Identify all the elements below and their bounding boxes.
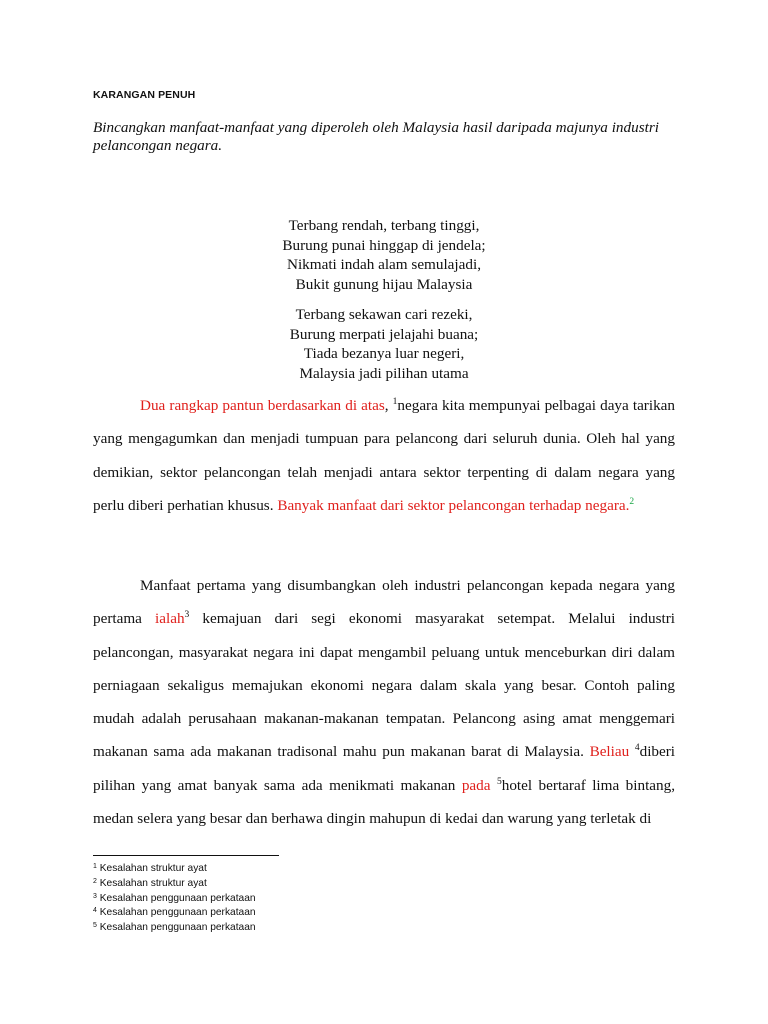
pantun-line: Tiada bezanya luar negeri, [303, 345, 465, 362]
paragraph-introduction [93, 389, 675, 522]
footnote-text: Kesalahan penggunaan perkataan [99, 907, 256, 919]
paragraph-body-1 [93, 569, 675, 835]
footnote-text: Kesalahan penggunaan perkataan [99, 892, 256, 904]
essay-heading: KARANGAN PENUH [93, 89, 196, 101]
footnote-list [93, 862, 256, 936]
footnote-ref: 5 [496, 776, 502, 787]
footnote-item [93, 892, 256, 907]
pantun-line: Terbang rendah, terbang tinggi, [288, 217, 480, 234]
footnote-ref: 1 [392, 397, 398, 407]
footnote-number: 1 [93, 863, 97, 870]
pantun-line: Terbang sekawan cari rezeki, [295, 306, 473, 323]
footnote-number: 4 [93, 907, 97, 915]
error-highlight: Banyak manfaat dari sektor pelancongan terhadap negara. [277, 496, 630, 514]
footnote-number: 3 [93, 892, 97, 900]
pantun-line: Nikmati indah alam semulajadi, [286, 256, 481, 273]
pantun-stanza-1 [0, 216, 768, 294]
footnote-number: 5 [93, 922, 97, 930]
footnote-ref: 2 [629, 496, 635, 507]
pantun-line: Bukit gunung hijau Malaysia [295, 275, 473, 293]
footnote-item [93, 862, 256, 877]
pantun-stanza-2 [0, 305, 768, 383]
error-highlight: Dua rangkap pantun berdasarkan di atas [140, 397, 385, 414]
pantun-line: Burung punai hinggap di jendela; [282, 236, 486, 254]
footnote-ref: 4 [634, 743, 640, 754]
footnote-item [93, 921, 256, 936]
footnote-text: Kesalahan penggunaan perkataan [99, 922, 256, 934]
paragraph-text: diberi pilihan yang amat banyak sama ada menikmati makanan [93, 743, 676, 794]
error-highlight: ialah [155, 610, 185, 628]
pantun-line: Burung merpati jelajahi buana; [289, 325, 479, 343]
footnote-item [93, 906, 256, 921]
paragraph-text: hotel bertaraf lima bintang, medan selera yang besar dan berhawa dingin mahupun di kedai dan warung yang terletak di [93, 776, 676, 828]
footnote-text: Kesalahan struktur ayat [99, 863, 207, 874]
error-highlight: pada [461, 776, 491, 794]
footnote-divider [93, 855, 279, 856]
footnote-number: 2 [93, 877, 97, 885]
paragraph-text: negara kita mempunyai pelbagai daya tarikan yang mengagumkan dan menjadi tumpuan para pelancong dari seluruh dunia. Oleh hal yang demikian, sektor pelancongan telah menjadi antara sektor terpenting di dalam negara yang perlu diberi perhatian khusus. [93, 397, 676, 514]
footnote-item [93, 877, 256, 892]
paragraph-text: , [384, 397, 389, 414]
pantun-line: Malaysia jadi pilihan utama [299, 364, 469, 382]
essay-question: Bincangkan manfaat-manfaat yang diperoleh oleh Malaysia hasil daripada majunya industri pelancongan negara. [93, 119, 659, 154]
paragraph-text: Manfaat pertama yang disumbangkan oleh industri pelancongan kepada negara yang pertama [93, 577, 675, 628]
footnote-text: Kesalahan struktur ayat [99, 877, 207, 889]
paragraph-text: kemajuan dari segi ekonomi masyarakat setempat. Melalui industri pelancongan, masyarakat negara ini dapat mengambil peluang untuk menceburkan diri dalam perniagaan sekaligus memajukan ekonomi negara dalam skala yang besar. Contoh paling mudah adalah perusahaan makanan-makanan tempatan. Pelancong asing amat menggemari makanan sama ada makanan tradisonal mahu pun makanan barat di Malaysia. [93, 610, 675, 761]
footnote-ref: 3 [184, 610, 190, 621]
error-highlight: Beliau [589, 743, 630, 761]
